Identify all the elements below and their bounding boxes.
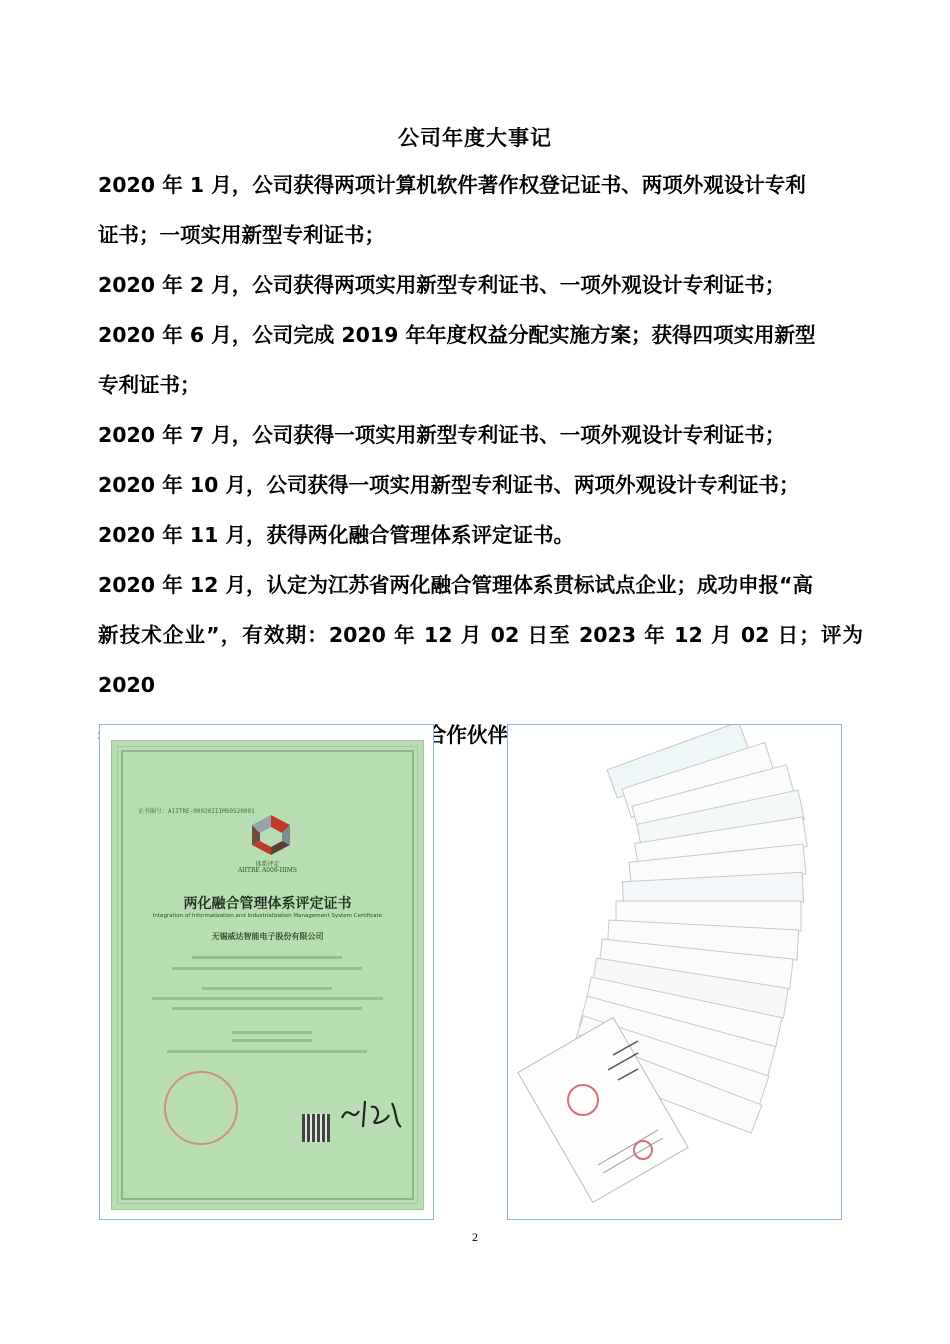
certificate-image	[111, 740, 424, 1210]
certificate-logo-icon	[246, 813, 296, 857]
event-3-line-1: 2020 年 6 月，公司完成 2019 年年度权益分配实施方案；获得四项实用新型	[98, 323, 816, 347]
certificate-number: 证书编号：AIITRE-00920IIIMS0520001	[138, 808, 255, 815]
certificate-text-line	[152, 997, 383, 1000]
signature-icon	[337, 1093, 407, 1133]
fanned-certificates-image	[508, 725, 841, 1219]
patent-certificates-photo	[507, 724, 842, 1220]
event-4-line-1: 2020 年 7 月，公司获得一项实用新型专利证书、一项外观设计专利证书；	[98, 423, 786, 447]
event-3-line-2: 专利证书；	[98, 373, 201, 397]
certificate-photo	[99, 724, 434, 1220]
certificate-company: 无锡威达智能电子股份有限公司	[211, 932, 324, 941]
event-list	[98, 160, 863, 760]
page-title: 公司年度大事记	[398, 126, 552, 150]
event-6-line-1: 2020 年 11 月，获得两化融合管理体系评定证书。	[98, 523, 574, 547]
page-number: 2	[472, 1230, 478, 1244]
certificate-text-line	[172, 967, 362, 970]
certificate-text-line	[232, 1031, 312, 1034]
event-7-line-1: 2020 年 12 月，认定为江苏省两化融合管理体系贯标试点企业；成功申报“高	[98, 573, 813, 597]
certificate-text-line	[192, 956, 342, 959]
qr-code-icon	[302, 1114, 330, 1142]
certificate-title: 两化融合管理体系评定证书	[183, 896, 352, 912]
event-1-line-2: 证书；一项实用新型专利证书；	[98, 223, 385, 247]
certificate-type: 体系评定	[255, 861, 280, 868]
event-2-line-1: 2020 年 2 月，公司获得两项实用新型专利证书、一项外观设计专利证书；	[98, 273, 786, 297]
certificate-code: AIITRE A009-IIIMS	[237, 867, 298, 874]
event-7-line-2: 新技术企业”，有效期：2020 年 12 月 02 日至 2023 年 12 月 02 日；评为 2020	[98, 623, 863, 697]
certificate-subtitle: Integration of Informatization and Industrialization Management System Certificate	[152, 913, 383, 919]
event-5-line-1: 2020 年 10 月，公司获得一项实用新型专利证书、两项外观设计专利证书；	[98, 473, 800, 497]
certificate-text-line	[202, 987, 332, 990]
certificate-text-line	[232, 1039, 312, 1042]
red-seal-stamp	[164, 1071, 238, 1145]
event-1-line-1: 2020 年 1 月，公司获得两项计算机软件著作权登记证书、两项外观设计专利	[98, 173, 806, 197]
certificate-text-line	[172, 1007, 362, 1010]
certificate-text-line	[167, 1050, 367, 1053]
